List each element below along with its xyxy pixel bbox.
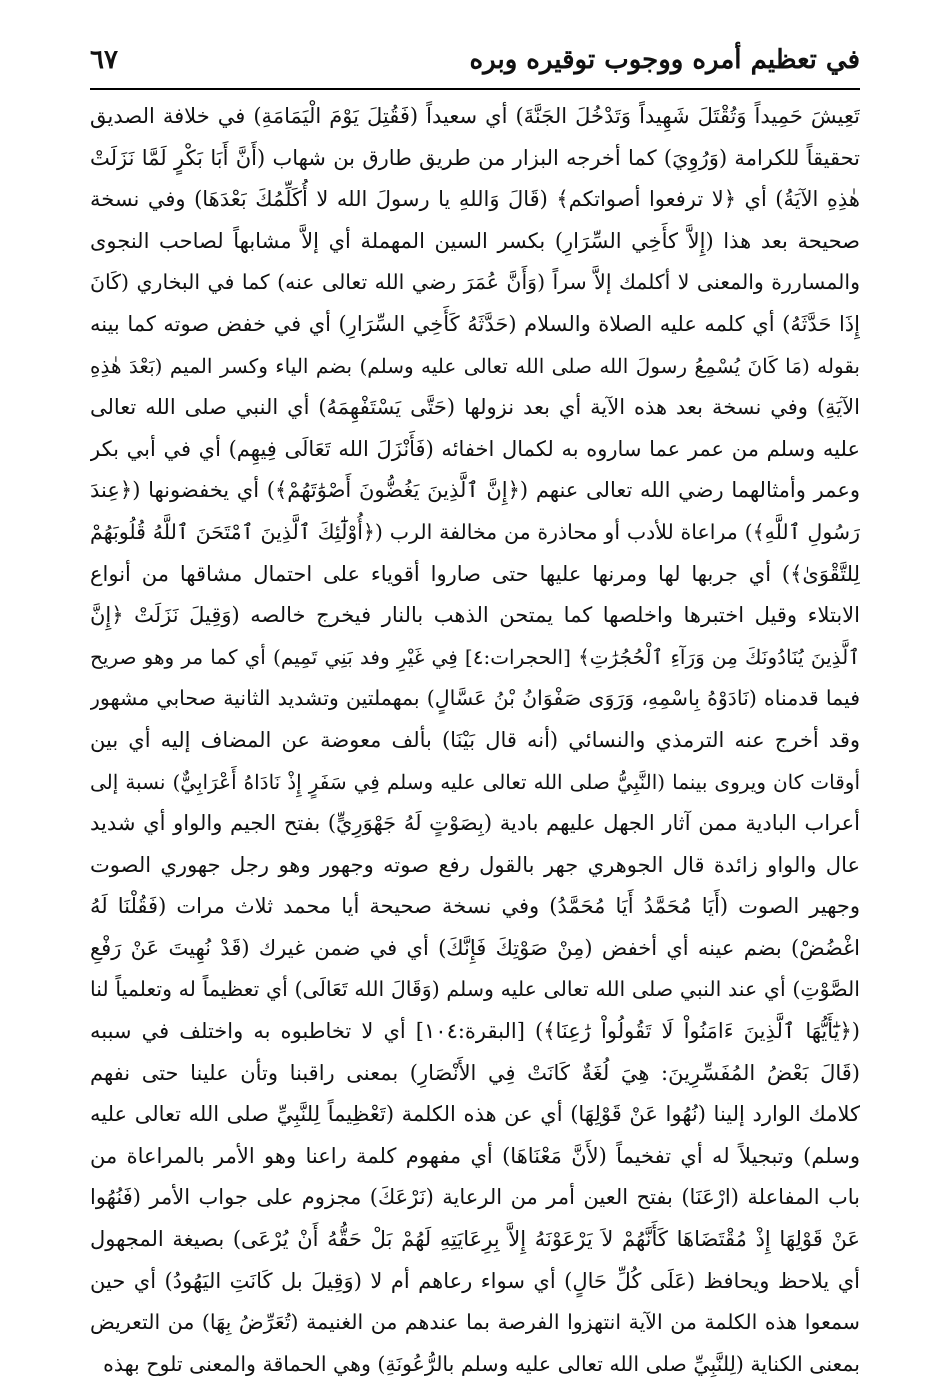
text-line: أي يلاحظ ويحافظ (عَلَى كُلِّ حَالٍ) أي سواء رعاهم أم لا (وَقِيلَ بل كَانَتِ اليَهُودُ) أي حين (90, 1268, 860, 1293)
text-line: وجهير الصوت (أَيَا مُحَمَّدُ أَيَا مُحَمَّدُ) وفي نسخة صحيحة أيا محمد ثلاث مرات (فَقُلْنَا لَهُ (90, 894, 860, 919)
text-line: كلامك الوارد إلينا (نُهُوا عَنْ قَوْلِهَا) أي عن هذه الكلمة (تَعْظِيماً لِلنَّبِيِّ صلى الله تعالى عليه (90, 1102, 860, 1127)
text-line: الصَّوْتِ) أي عند النبي صلى الله تعالى عليه وسلم (وَقَالَ الله تَعَالَى) أي تعظيماً له وتعلمياً لنا (90, 977, 860, 1002)
text-line: إِذَا حَدَّثَهُ) أي كلمه عليه الصلاة والسلام (حَدَّثَهُ كَأَخِي السِّرَارِ) أي في خفض صوته كما بينه (90, 311, 860, 336)
text-line: بمعنى الكناية (لِلنَّبِيِّ صلى الله تعالى عليه وسلم بالرُّعُونَةِ) وهي الحماقة والمعنى تلوح بهذه (103, 1351, 860, 1376)
text-line: الابتلاء وقيل اختبرها واخلصها كما يمتحن الذهب بالنار فيخرج خالصه (وَقِيلَ نَزَلَتْ ﴿إِنَّ (90, 603, 860, 628)
text-line: أعراب البادية ممن آثار الجهل عليهم بادية (بِصَوْتٍ لَهُ جَهْوَرِيٍّ) بفتح الجيم والواو أي شديد (90, 811, 860, 836)
page-number: ٦٧ (90, 45, 118, 75)
text-line: (﴿يَٰٓأَيُّهَا ٱلَّذِينَ ءَامَنُواْ لَا تَقُولُواْ رَٰعِنَا﴾) [البقرة:١٠٤] أي لا تخاطبوه به واختلف في سببه (90, 1019, 860, 1044)
text-line: رَسُولِ ٱللَّهِ﴾) مراعاة للأدب أو محاذرة من مخالفة الرب (﴿أُوْلَٰٓئِكَ ٱلَّذِينَ ٱمْتَحَنَ ٱللَّهُ قُلُوبَهُمْ (90, 519, 860, 544)
text-line: تحقيقاً للكرامة (وَرُوِيَ) كما أخرجه البزار من طريق طارق بن شهاب (أَنَّ أَبَا بَكْرٍ لَمَّا نَزَلَتْ (90, 145, 860, 170)
text-line: أوقات كان ويروى بينما (النَّبِيُّ صلى الله تعالى عليه وسلم فِي سَفَرٍ إِذْ نَادَاهُ أَعْرَابِيٌّ) نسبة إلى (90, 769, 860, 794)
text-line: ٱلَّذِينَ يُنَادُونَكَ مِن وَرَآءِ ٱلْحُجُرَٰتِ﴾ [الحجرات:٤] فِي غَيْرِ وفد بَنِي تَمِيم) أي كما مر وهو صريح (90, 644, 860, 669)
text-line: باب المفاعلة (ارْعَنَا) بفتح العين أمر من الرعاية (نَرْعَكَ) مجزوم على جواب الأمر (فَنُهُوا (90, 1185, 860, 1210)
text-line: صحيحة بعد هذا (إِلاَّ كأَخِي السِّرَارِ) بكسر السين المهملة أي إلاَّ مشابهاً لصاحب النجوى (90, 228, 860, 253)
header-rule (90, 88, 860, 90)
text-line: (قَالَ بَعْضُ المُفَسِّرِينَ: هِيَ لُغَةٌ كَانَتْ فِي الأَنْصَارِ) بمعنى راقبنا وتأن علينا حتى نفهم (90, 1060, 860, 1085)
page-header (90, 38, 860, 82)
text-line: الآيَةِ) وفي نسخة بعد هذه الآية أي بعد نزولها (حَتَّى يَسْتَفْهِمَهُ) أي النبي صلى الله تعالى (90, 395, 860, 420)
text-line: لِلتَّقْوَىٰ﴾) أي جربها لها ومرنها عليها حتى صاروا أقوياء على احتمال مشاقها من أنواع (90, 561, 860, 586)
text-line: فيما قدمناه (نَادَوْهُ بِاسْمِهِ، وَرَوَى صَفْوَانُ بْنُ عَسَّالٍ) بمهملتين وتشديد الثانية صحابي مشهور (90, 686, 860, 711)
text-line: وقد أخرج عنه الترمذي والنسائي (أنه قال بَيْنَا) بألف معوضة عن المضاف إليه أي بين (90, 727, 860, 752)
text-line: والمساررة والمعنى لا أكلمك إلاَّ سراً (وَأَنَّ عُمَرَ رضي الله تعالى عنه) كما في البخاري (كَانَ (90, 270, 860, 295)
running-title: في تعظيم أمره ووجوب توقيره وبره (469, 45, 860, 75)
text-line: اغْضُضْ) بضم عينه أي أخفض (مِنْ صَوْتِكَ فَإِنَّكَ) أي في ضمن غيرك (قَدْ نُهِيتَ عَنْ رَفْعِ (90, 935, 860, 960)
text-line: عليه وسلم من عمر عما ساروه به لكمال اخفائه (فَأَنْزَلَ الله تَعَالَى فِيهِم) أي في أبي بكر (90, 436, 860, 461)
text-line: هٰذِهِ الآيَةُ) أي ﴿لا ترفعوا أصواتكم﴾ (قَالَ وَاللهِ يا رسولَ الله لا أُكَلِّمُكَ بَعْدَهَا) وفي نسخة (90, 187, 860, 212)
text-line: تَعِيشَ حَمِيداً وَتُقْتَلَ شَهِيداً وَتَدْخُلَ الجَنَّةَ) أي سعيداً (فَقُتِلَ يَوْمَ الْيَمَامَةِ) في خلافة الصديق (90, 104, 860, 128)
text-line: سمعوا هذه الكلمة من الآية انتهزوا الفرصة بما عندهم من الغنيمة (تُعَرِّضُ بِهَا) من التعريض (90, 1310, 860, 1335)
text-line: بقوله (مَا كَانَ يُسْمِعُ رسولَ الله صلى الله تعالى عليه وسلم) بضم الياء وكسر الميم (بَعْدَ هٰذِهِ (90, 353, 860, 378)
text-line: عال والواو زائدة قال الجوهري جهر بالقول رفع صوته وجهور وهو رجل جهوري الصوت (90, 852, 860, 877)
text-line: عَنْ قَوْلِهَا إِذْ مُقْتَضَاهَا كَأَنَّهُمْ لاَ يَرْعَوْنَهُ إِلاَّ بِرِعَايَتِهِ لَهُمْ بَلْ حَقُّهُ أَنْ يُرْعَى) بصيغة المجهول (90, 1227, 860, 1252)
body-text (90, 96, 860, 1385)
text-line: وعمر وأمثالهما رضي الله تعالى عنهم (﴿إِنَّ ٱلَّذِينَ يَغُضُّونَ أَصْوَٰتَهُمْ﴾) أي يخفضونها (﴿عِندَ (90, 478, 860, 503)
text-line: وسلم) وتبجيلاً له أي تفخيماً (لأَنَّ مَعْنَاهَا) أي مفهوم كلمة راعنا وهو الأمر بالمراعاة من (90, 1143, 860, 1168)
